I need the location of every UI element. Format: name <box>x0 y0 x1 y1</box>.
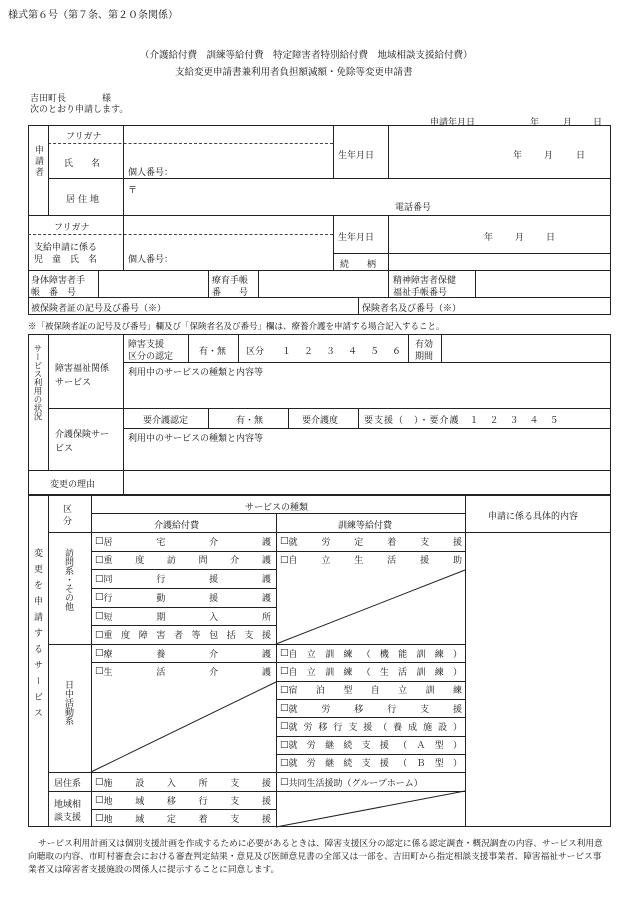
intro-text: 次のとおり申請します。 <box>30 105 129 115</box>
residential-kunren-item[interactable]: □ 共同生活援助（グループホーム） <box>280 773 462 791</box>
note-text: ※「被保険者証の記号及び番号」欄及び「保険者名及び番号」欄は、療養介護を申請する場合記入すること。 <box>28 322 445 332</box>
physical-handbook-label-1: 身体障害者手 <box>31 276 86 286</box>
child-name-label-1: 支給申請に係る <box>34 243 98 253</box>
welfare-service-label: 障害福祉関係サービス <box>55 364 110 388</box>
support-cert-label-1: 障害支援 <box>128 340 165 350</box>
rehab-handbook-label-1: 療育手帳 <box>212 276 249 286</box>
applicant-birthdate-label: 生年月日 <box>338 151 375 161</box>
applicant-furigana-label: フリガナ <box>66 132 102 142</box>
insured-number-label: 被保険者証の記号及び番号（※） <box>31 304 167 314</box>
day-category-label: 日中活動系 <box>63 680 73 725</box>
service-label: 就労継続支援（Ａ型） <box>288 741 462 752</box>
rehab-handbook-label-2: 番 号 <box>212 288 249 298</box>
month-label: 月 <box>563 118 573 128</box>
residential-kaigo-item[interactable]: □ 施設入所支援 <box>95 773 271 791</box>
applicant-day: 日 <box>576 151 586 161</box>
application-date-label: 申請年月日 <box>430 118 476 128</box>
service-type-header: サービスの種類 <box>245 503 309 513</box>
mental-handbook-label-1: 精神障害者保健 <box>393 276 457 286</box>
mental-handbook-label-2: 福祉手帳番号 <box>393 288 448 298</box>
care-insurance-label: 介護保険サービス <box>55 430 110 454</box>
child-personal-number-label: 個人番号： <box>128 255 174 265</box>
category-header: 区分 <box>63 505 73 527</box>
service-label: 重度訪問介護 <box>103 556 271 567</box>
child-furigana-label: フリガナ <box>54 223 90 233</box>
kaigo-header: 介護給付費 <box>154 521 200 531</box>
service-label: 生活介護 <box>103 667 271 678</box>
service-label: 自立訓練（機能訓練） <box>288 649 462 660</box>
day-label: 日 <box>593 118 603 128</box>
child-relationship-label: 続 柄 <box>340 260 377 270</box>
community-category-label-2: 談支援 <box>54 813 82 823</box>
care-levels: 要支援（ ）・要介護 １ ２ ３ ４ ５ <box>364 416 560 426</box>
physical-handbook-label-2: 帳 番 号 <box>31 288 77 298</box>
kunren-header: 訓練等給付費 <box>338 521 393 531</box>
child-name-label-2: 児 童 氏 名 <box>34 255 98 265</box>
applicant-personal-number-label: 個人番号： <box>128 168 174 178</box>
service-label: 行動援護 <box>103 593 271 604</box>
service-label: 居宅介護 <box>103 537 271 548</box>
form-number: 様式第６号（第７条、第２０条関係） <box>8 10 178 21</box>
detail-header: 申請に係る具体的内容 <box>488 512 579 522</box>
service-label: 短期入所 <box>103 612 271 623</box>
consent-text: サービス利用計画又は個別支援計画を作成するために必要があるときは、障害支援区分の認定に係る認定調査・概況調査の内容、サービス利用意向聴取の内容、市町村審査会における審査判定結果・意見及び医師意見書の全部又は一部を、吉田町から指定相談支援事業者、障害福祉サービス事業者又は障害者支援施設の関係人に提示することに同意します。 <box>28 839 603 875</box>
applicant-name-label: 氏 名 <box>64 159 101 169</box>
service-label: 自立訓練（生活訓練） <box>288 667 462 678</box>
valid-period-label-2: 期間 <box>415 352 434 362</box>
change-services-section-label: 変更を申請するサービス <box>32 548 42 724</box>
service-label: 自立生活援助 <box>288 556 462 567</box>
service-label: 就労継続支援（Ｂ型） <box>288 759 462 770</box>
addressee: 吉田町長 様 <box>30 94 112 104</box>
insurer-label: 保険者名及び番号（※） <box>362 304 462 314</box>
support-cert-label-2: 区分の認定 <box>128 352 174 362</box>
applicant-section-label: 申請者 <box>33 145 43 178</box>
community-category-label-1: 地域相 <box>54 800 82 810</box>
service-label: 地域定着支援 <box>103 814 271 825</box>
care-degree-label: 要介護度 <box>302 416 339 426</box>
postal-mark: 〒 <box>128 186 138 196</box>
support-category-options: １ ２ ３ ４ ５ ６ <box>282 347 404 357</box>
form-title-line2: 支給変更申請書兼利用者負担額減額・免除等変更申請書 <box>175 67 413 78</box>
care-cert-label: 要介護認定 <box>143 416 189 426</box>
service-status-section-label: サービス利用の状況 <box>32 344 42 421</box>
service-label: 宿泊型自立訓練 <box>288 686 462 697</box>
valid-period-label-1: 有効 <box>415 340 434 350</box>
child-birthdate-label: 生年月日 <box>338 233 375 243</box>
visit-category-label: 訪問系・その他 <box>63 548 73 611</box>
child-month: 月 <box>515 233 525 243</box>
care-usage-label: 利用中のサービスの種類と内容等 <box>128 434 264 444</box>
service-label: 療養介護 <box>103 649 271 660</box>
welfare-usage-label: 利用中のサービスの種類と内容等 <box>128 368 264 378</box>
change-reason-label: 変更の理由 <box>50 480 96 490</box>
residential-category-label: 居住系 <box>54 779 82 789</box>
service-label: 就労移行支援（養成施設） <box>288 722 462 733</box>
service-label: 重度障害者等包括支援 <box>103 631 271 642</box>
applicant-month: 月 <box>544 151 554 161</box>
care-cert-yes-no: 有・無 <box>236 416 264 426</box>
child-year: 年 <box>484 233 494 243</box>
service-label: 同行援護 <box>103 575 271 586</box>
service-label: 就労移行支援 <box>288 704 462 715</box>
applicant-phone-label: 電話番号 <box>395 203 432 213</box>
applicant-year: 年 <box>513 151 523 161</box>
form-title-line1: （介護給付費 訓練等給付費 特定障害者特別給付費 地域相談支援給付費） <box>140 50 473 61</box>
service-label: 地域移行支援 <box>103 796 271 807</box>
support-category-label: 区分 <box>246 347 265 357</box>
child-day: 日 <box>546 233 556 243</box>
service-label: 就労定着支援 <box>288 537 462 548</box>
support-cert-yes-no: 有・無 <box>199 347 227 357</box>
applicant-address-label: 居住地 <box>66 195 103 205</box>
year-label: 年 <box>530 118 540 128</box>
